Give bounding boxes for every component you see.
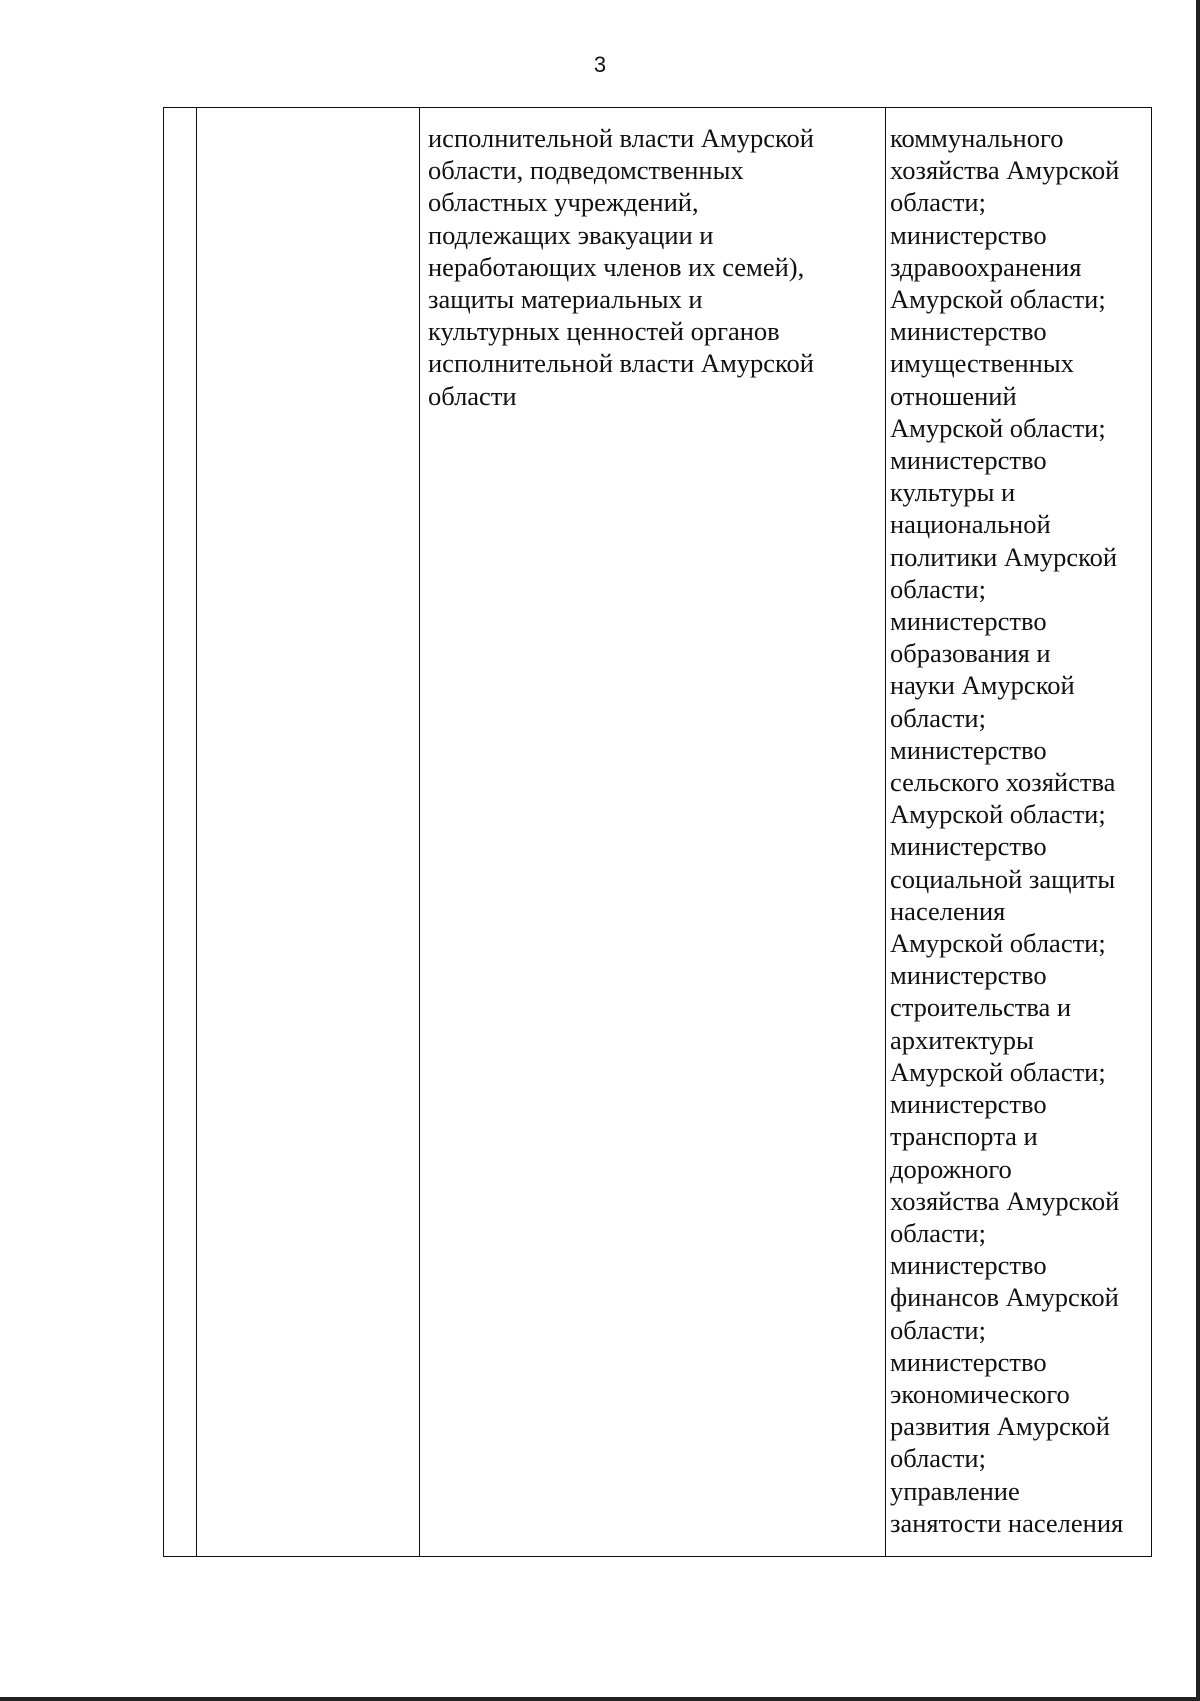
text-line: архитектуры (890, 1024, 1034, 1055)
text-line: отношений (890, 380, 1017, 411)
text-line: защиты материальных и (428, 284, 703, 315)
text-line: области; (890, 573, 986, 604)
text-line: финансов Амурской (890, 1282, 1119, 1313)
text-line: министерство (890, 445, 1047, 476)
text-line: министерство (890, 960, 1047, 991)
text-line: населения (890, 895, 1006, 926)
text-line: политики Амурской (890, 541, 1118, 572)
text-line: управление (890, 1475, 1020, 1506)
responsible-text (886, 108, 1151, 1539)
text-line: министерство (890, 1250, 1047, 1281)
text-line: Амурской области; (890, 284, 1106, 315)
text-line: министерство (890, 316, 1047, 347)
table-cell-number (164, 108, 197, 1557)
text-line: хозяйства Амурской (890, 1185, 1120, 1216)
text-line: коммунального (890, 123, 1064, 153)
text-line: культурных ценностей органов (428, 316, 780, 347)
page-number: 3 (593, 52, 607, 77)
text-line: здравоохранения (890, 251, 1082, 282)
description-text (420, 108, 885, 412)
text-line: национальной (890, 509, 1051, 540)
text-line: хозяйства Амурской (890, 155, 1120, 186)
table-cell-responsible (886, 108, 1152, 1557)
text-line: строительства и (890, 992, 1072, 1023)
text-line: области (428, 380, 517, 411)
text-line: сельского хозяйства (890, 767, 1116, 798)
text-line: дорожного (890, 1153, 1012, 1184)
document-table (163, 107, 1152, 1557)
text-line: исполнительной власти Амурской (428, 123, 814, 153)
text-line: науки Амурской (890, 670, 1075, 701)
text-line: Амурской области; (890, 799, 1106, 830)
text-line: имущественных (890, 348, 1074, 379)
text-line: Амурской области; (890, 1056, 1106, 1087)
text-line: развития Амурской (890, 1411, 1110, 1442)
scan-border-bottom (0, 1697, 1200, 1701)
text-line: занятости населения (890, 1507, 1124, 1538)
text-line: подлежащих эвакуации и (428, 219, 714, 250)
table-cell-activity (197, 108, 420, 1557)
text-line: министерство (890, 734, 1047, 765)
text-line: области, подведомственных (428, 155, 744, 186)
text-line: Амурской области; (890, 928, 1106, 959)
text-line: образования и (890, 638, 1051, 669)
text-line: министерство (890, 1089, 1047, 1120)
text-line: области; (890, 1443, 986, 1474)
text-line: Амурской области; (890, 412, 1106, 443)
text-line: экономического (890, 1378, 1070, 1409)
text-line: неработающих членов их семей), (428, 251, 805, 282)
text-line: области; (890, 702, 986, 733)
text-line: социальной защиты (890, 863, 1116, 894)
text-line: министерство (890, 1346, 1047, 1377)
text-line: области; (890, 187, 986, 218)
text-line: области; (890, 1217, 986, 1248)
text-line: министерство (890, 831, 1047, 862)
text-line: министерство (890, 606, 1047, 637)
text-line: транспорта и (890, 1121, 1038, 1152)
text-line: культуры и (890, 477, 1016, 508)
text-line: областных учреждений, (428, 187, 699, 218)
text-line: исполнительной власти Амурской (428, 348, 814, 379)
table-row (164, 108, 1152, 1557)
table-cell-description (420, 108, 886, 1557)
text-line: министерство (890, 219, 1047, 250)
text-line: области; (890, 1314, 986, 1345)
scan-border-right (1196, 0, 1200, 1701)
